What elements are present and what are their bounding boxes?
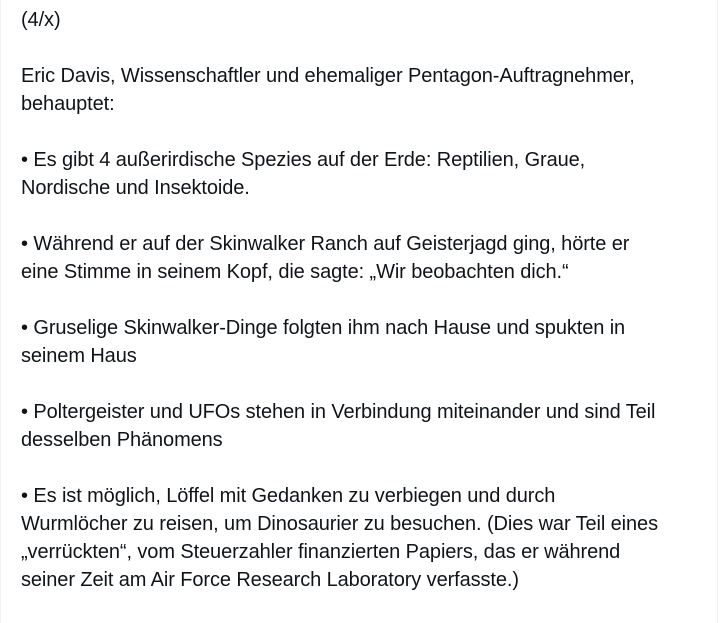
bullet-item: • Es ist möglich, Löffel mit Gedanken zu verbiegen und durch Wurmlöcher zu reisen, um Dinosaurier zu besuchen. (Dies war Teil eines „verrückten“, vom Steuerzahler finanzierten Papiers, das er während seiner Zeit am Air Force Research Laboratory verfasste.) <box>21 485 658 591</box>
bullet-item: • Poltergeister und UFOs stehen in Verbindung miteinander und sind Teil desselben Phänomens <box>21 401 656 451</box>
tweet-intro: Eric Davis, Wissenschaftler und ehemaliger Pentagon-Auftragnehmer, behauptet: <box>21 65 635 115</box>
bullet-item: • Während er auf der Skinwalker Ranch auf Geisterjagd ging, hörte er eine Stimme in seinem Kopf, die sagte: „Wir beobachten dich.“ <box>21 233 630 283</box>
bullet-item: • Es gibt 4 außerirdische Spezies auf der Erde: Reptilien, Graue, Nordische und Insektoide. <box>21 149 586 199</box>
thread-counter: (4/x) <box>21 9 61 31</box>
tweet-text <box>21 6 711 594</box>
bullet-item: • Gruselige Skinwalker-Dinge folgten ihm nach Hause und spukten in seinem Haus <box>21 317 626 367</box>
